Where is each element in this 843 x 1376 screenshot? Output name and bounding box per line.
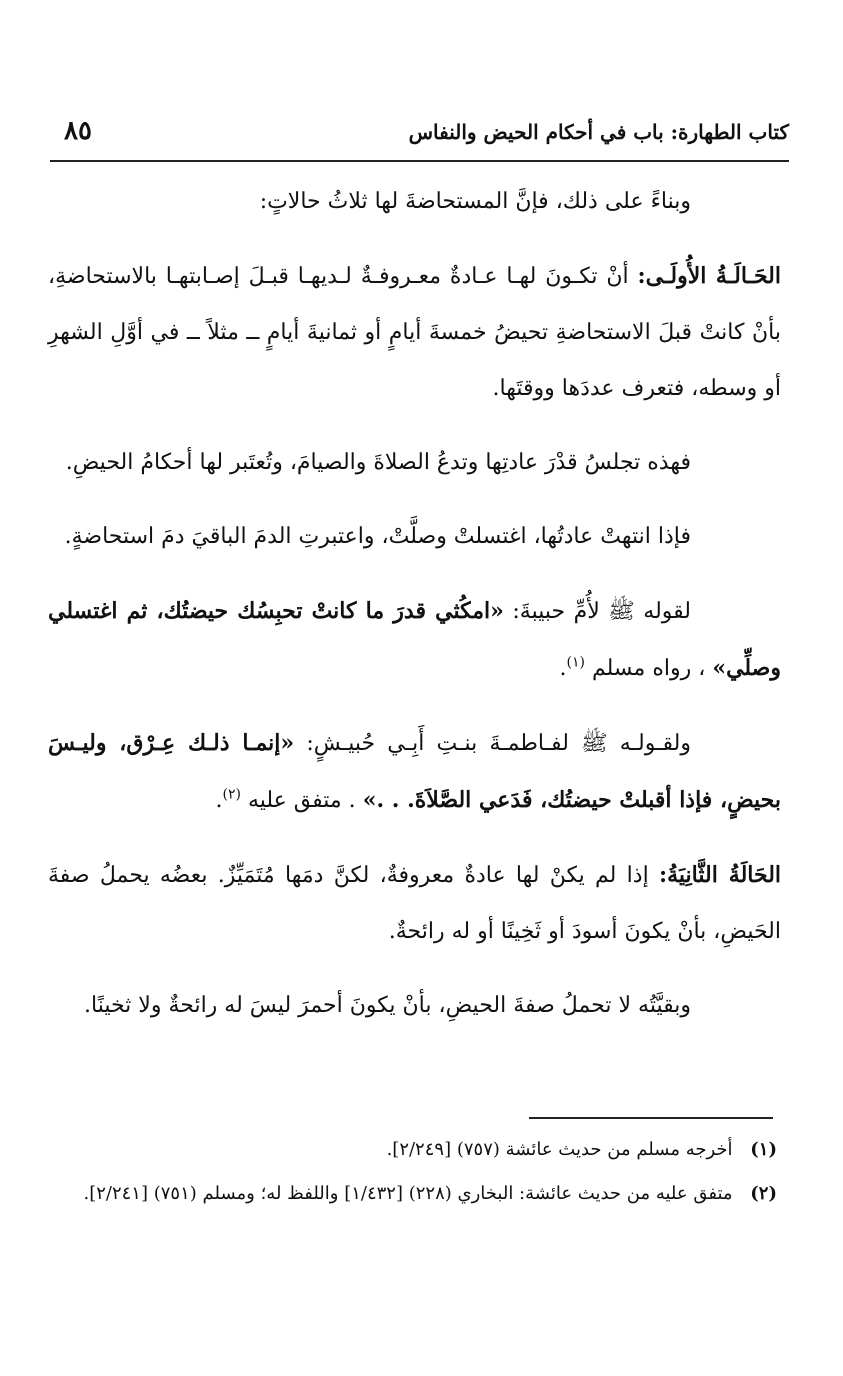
main-text	[48, 174, 781, 1052]
footnote-ref-two: (٢)	[222, 786, 241, 803]
footnote-ref-one: (١)	[566, 654, 585, 671]
page-number: ٨٥	[64, 116, 92, 146]
hadith-two-quote: «إنمـا ذلـك عِـرْق، وليـسَ بحيضٍ، فإذا أقبلتْ حيضتُك، فَدَعي الصَّلاَةَ. . .»	[48, 730, 781, 813]
case-one-text: أنْ تكـونَ لهـا عـادةٌ معـروفـةٌ لـديهـا قبـلَ إصـابتهـا بالاستحاضةِ، بأنْ كانتْ قبلَ الاستحاضةِ تحيضُ خمسةَ أيامٍ أو ثمانيةَ أيامٍ ــ مثلاً ــ في أوَّلِ الشهرِ أو وسطه، فتعرف عددَها ووقتَها.	[48, 264, 781, 401]
hadith-one-intro: لقوله ﷺ لأُمِّ حبيبةَ:	[512, 599, 691, 624]
hadith-one-quote: «امكُثي قدرَ ما كانتْ تحبِسُك حيضتُك، ثم اغتسلي وصلِّي»	[48, 598, 781, 681]
hadith-one-paragraph: لقوله ﷺ لأُمِّ حبيبةَ: «امكُثي قدرَ ما كانتْ تحبِسُك حيضتُك، ثم اغتسلي وصلِّي» ، رواه مسلم $^{(١)}$.	[48, 598, 781, 681]
hadith-two-intro: ولقـولـه ﷺ لفـاطمـةَ بنـتِ أَبِـي حُبيـشٍ:	[306, 731, 692, 756]
page-header	[50, 112, 789, 162]
footnotes	[48, 1128, 777, 1216]
end-of-period-paragraph: فإذا انتهتْ عادتُها، اغتسلتْ وصلَّتْ، واعتبرتِ الدمَ الباقيَ دمَ استحاضةٍ.	[64, 524, 691, 549]
case-one-paragraph	[48, 248, 781, 417]
footnote-separator	[529, 1117, 773, 1119]
footnote-two-mark: (٢)	[750, 1183, 777, 1204]
remainder-paragraph: وبقيَّتُه لا تحملُ صفةَ الحيضِ، بأنْ يكونَ أحمرَ ليسَ له رائحةٌ ولا ثخينًا.	[84, 993, 691, 1018]
case-two-heading: الحَالَةُ الثَّانِيَةُ:	[659, 862, 782, 888]
footnote-two-text: متفق عليه من حديث عائشة: البخاري (٢٢٨) [١/٤٣٢] واللفظ له؛ ومسلم (٧٥١) [٢/٢٤١].	[83, 1183, 733, 1204]
case-one-heading: الحَـالَـةُ الأُولَـى:	[637, 263, 781, 289]
hadith-two-paragraph: ولقـولـه ﷺ لفـاطمـةَ بنـتِ أَبِـي حُبيـشٍ: «إنمـا ذلـك عِـرْق، وليـسَ بحيضٍ، فإذا أقبلتْ حيضتُك، فَدَعي الصَّلاَةَ. . .» . متفق عليه $^{(٢)}$.	[48, 730, 781, 813]
footnote-one-text: أخرجه مسلم من حديث عائشة (٧٥٧) [٢/٢٤٩].	[386, 1139, 733, 1160]
footnote-one-mark: (١)	[750, 1139, 777, 1160]
footnote-two	[48, 1172, 777, 1216]
case-two-text: إذا لم يكنْ لها عادةٌ معروفةٌ، لكنَّ دمَها مُتَمَيِّزٌ. بعضُه يحملُ صفةَ الحَيضِ، بأنْ يكونَ أسودَ أو ثَخِينًا أو له رائحةٌ.	[48, 863, 781, 944]
footnote-one	[48, 1128, 777, 1172]
hadith-two-source: . متفق عليه	[247, 788, 356, 813]
intro-paragraph: وبناءً على ذلك، فإنَّ المستحاضةَ لها ثلاثُ حالاتٍ:	[259, 189, 691, 214]
running-title: كتاب الطهارة: باب في أحكام الحيض والنفاس	[408, 120, 789, 144]
ruling-paragraph: فهذه تجلسُ قدْرَ عادتِها وتدعُ الصلاةَ والصيامَ، وتُعتَبر لها أحكامُ الحيضِ.	[65, 450, 691, 475]
hadith-one-source: ، رواه مسلم	[592, 656, 706, 681]
case-two-paragraph	[48, 847, 781, 960]
